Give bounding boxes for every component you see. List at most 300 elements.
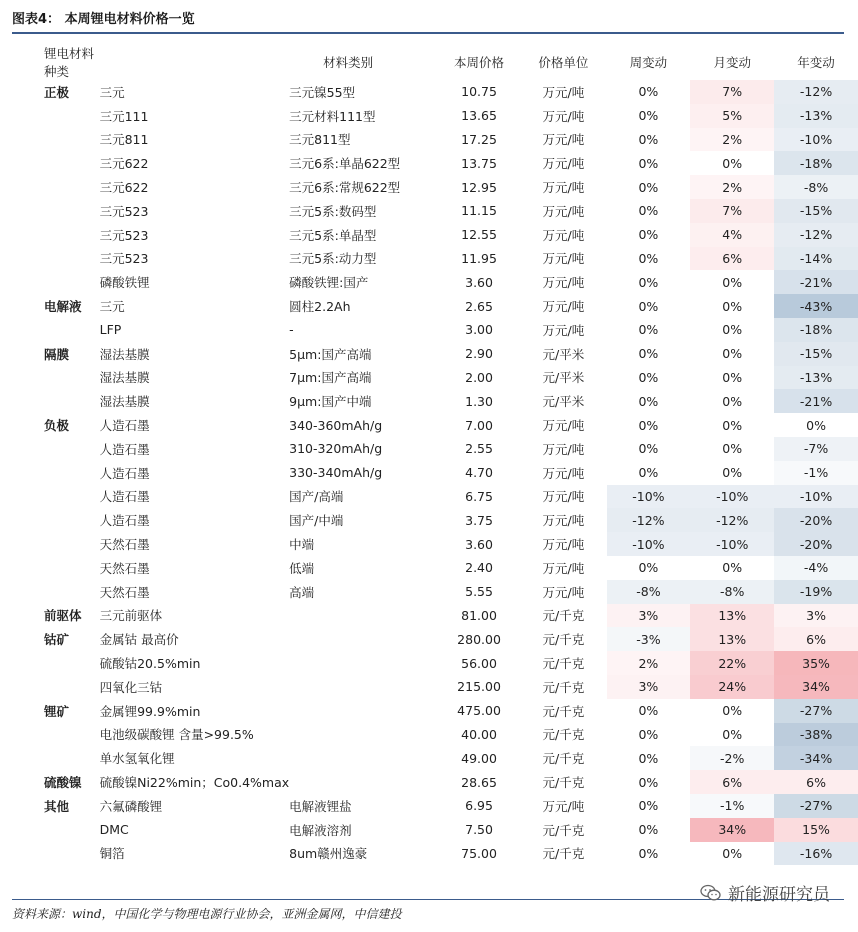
cell-yearly: -1%: [774, 461, 858, 485]
cell-category: [44, 199, 100, 223]
cell-name: 湿法基膜: [99, 370, 150, 386]
cell-unit: 万元/吨: [542, 227, 585, 243]
figure-label: 图表4：: [12, 12, 61, 27]
cell-name: 三元前驱体: [99, 608, 163, 624]
cell-price: 11.15: [461, 203, 497, 219]
table-row: [44, 294, 858, 318]
cell-price: 75.00: [461, 845, 497, 861]
cell-category: [44, 366, 100, 390]
cell-monthly: 0%: [722, 845, 743, 861]
cell-name: 人造石墨: [99, 465, 150, 481]
cell-name: 天然石墨: [99, 560, 150, 576]
col-header-monthly: 月变动: [713, 55, 751, 70]
cell-unit: 万元/吨: [542, 322, 585, 338]
cell-unit: 元/平米: [542, 370, 585, 386]
cell-monthly: 6%: [690, 770, 774, 794]
cell-price: 17.25: [461, 131, 497, 147]
cell-weekly: 0%: [638, 155, 659, 171]
table-row: [44, 175, 858, 199]
cell-price: 3.60: [465, 536, 493, 552]
cell-unit: 万元/吨: [542, 251, 585, 267]
cell-weekly: 0%: [638, 274, 659, 290]
cell-monthly: 2%: [690, 175, 774, 199]
cell-unit: 万元/吨: [542, 418, 585, 434]
cell-yearly: -34%: [774, 746, 858, 770]
cell-type: 340-360mAh/g: [289, 417, 383, 433]
cell-type: 三元6系:单晶622型: [289, 156, 401, 172]
cell-monthly: 2%: [690, 128, 774, 152]
cell-yearly: -14%: [774, 247, 858, 271]
cell-unit: 万元/吨: [542, 584, 585, 600]
cell-category: [44, 128, 100, 152]
cell-name: 电池级碳酸锂 含量>99.5%: [99, 727, 254, 743]
cell-type: 三元材料111型: [289, 108, 376, 124]
cell-name: 三元622: [99, 156, 149, 172]
cell-unit: 万元/吨: [542, 537, 585, 553]
cell-name: LFP: [99, 322, 122, 338]
cell-yearly: -19%: [774, 580, 858, 604]
cell-unit: 元/千克: [542, 727, 585, 743]
cell-price: 7.50: [465, 822, 493, 838]
table-row: [44, 366, 858, 390]
cell-monthly: 34%: [690, 818, 774, 842]
cell-category: [44, 508, 100, 532]
cell-category: [44, 723, 100, 747]
cell-name: 人造石墨: [99, 513, 150, 529]
cell-category: 正极: [44, 84, 70, 100]
cell-weekly: -8%: [607, 580, 691, 604]
table-row: [44, 389, 858, 413]
cell-monthly: 24%: [690, 675, 774, 699]
cell-name: 人造石墨: [99, 418, 150, 434]
cell-name: 三元622: [99, 180, 149, 196]
cell-type: [289, 604, 438, 628]
cell-unit: 万元/吨: [542, 132, 585, 148]
cell-monthly: 0%: [722, 298, 743, 314]
table-row: [44, 223, 858, 247]
cell-monthly: -10%: [690, 485, 774, 509]
cell-unit: 万元/吨: [542, 108, 585, 124]
cell-type: [289, 651, 438, 675]
cell-price: 10.75: [461, 84, 497, 100]
cell-price: 3.00: [465, 322, 493, 338]
price-table: [44, 44, 858, 865]
cell-name: 三元523: [99, 227, 149, 243]
cell-monthly: 0%: [722, 560, 743, 576]
cell-name: 硫酸镍Ni22%min；Co0.4%max: [99, 775, 290, 790]
cell-monthly: -8%: [690, 580, 774, 604]
table-row: [44, 342, 858, 366]
cell-unit: 万元/吨: [542, 560, 585, 576]
table-row: [44, 413, 858, 437]
cell-type: 中端: [289, 537, 315, 553]
cell-monthly: -12%: [690, 508, 774, 532]
cell-unit: 元/千克: [542, 703, 585, 719]
cell-name: 三元: [99, 84, 125, 100]
cell-yearly: -15%: [774, 199, 858, 223]
cell-weekly: 2%: [607, 651, 691, 675]
table-row: [44, 318, 858, 342]
cell-price: 2.00: [465, 369, 493, 385]
cell-type: 9μm:国产中端: [289, 394, 372, 410]
table-row: [44, 151, 858, 175]
cell-yearly: -27%: [774, 699, 858, 723]
cell-unit: 万元/吨: [542, 798, 585, 814]
cell-unit: 元/千克: [542, 656, 585, 672]
source-note: 资料来源：wind，中国化学与物理电源行业协会，亚洲金属网，中信建投: [12, 907, 402, 921]
cell-weekly: -12%: [607, 508, 691, 532]
cell-yearly: -20%: [774, 508, 858, 532]
cell-monthly: 22%: [690, 651, 774, 675]
cell-name: 三元523: [99, 203, 149, 219]
table-row: [44, 437, 858, 461]
cell-weekly: 0%: [638, 798, 659, 814]
watermark-text: 新能源研究员: [728, 885, 830, 905]
cell-yearly: -12%: [774, 80, 858, 104]
table-body: [44, 80, 858, 865]
cell-name: 磷酸铁锂: [99, 275, 150, 291]
cell-unit: 元/千克: [542, 632, 585, 648]
cell-yearly: -18%: [774, 151, 858, 175]
table-row: [44, 794, 858, 818]
cell-category: [44, 247, 100, 271]
cell-monthly: 0%: [722, 441, 743, 457]
table-row: [44, 556, 858, 580]
cell-weekly: 0%: [638, 560, 659, 576]
cell-unit: 万元/吨: [542, 275, 585, 291]
cell-price: 3.75: [465, 512, 493, 528]
cell-name: 硫酸钴20.5%min: [99, 656, 201, 672]
cell-type: 7μm:国产高端: [289, 370, 372, 386]
cell-type: 圆柱2.2Ah: [289, 299, 351, 315]
cell-yearly: 3%: [774, 604, 858, 628]
cell-name: 湿法基膜: [99, 346, 150, 362]
cell-price: 28.65: [461, 774, 497, 790]
cell-name: 人造石墨: [99, 441, 150, 457]
col-header-weekly: 周变动: [629, 55, 668, 70]
col-header-price: 本周价格: [454, 55, 505, 70]
cell-category: [44, 151, 100, 175]
cell-name: 天然石墨: [99, 584, 150, 600]
cell-type: [289, 699, 438, 723]
cell-name: 金属钴 最高价: [99, 632, 179, 648]
cell-weekly: 0%: [638, 131, 659, 147]
cell-type: 三元6系:常规622型: [289, 180, 401, 196]
cell-yearly: -43%: [774, 294, 858, 318]
cell-category: [44, 818, 100, 842]
cell-type: 国产/中端: [289, 513, 344, 529]
cell-monthly: 7%: [690, 80, 774, 104]
cell-monthly: 5%: [690, 104, 774, 128]
table-row: [44, 80, 858, 104]
cell-yearly: -16%: [774, 842, 858, 866]
cell-unit: 元/千克: [542, 751, 585, 767]
cell-yearly: 6%: [774, 770, 858, 794]
cell-type: 三元镍55型: [289, 84, 356, 100]
cell-unit: 元/平米: [542, 346, 585, 362]
cell-monthly: 0%: [722, 369, 743, 385]
cell-category: [44, 651, 100, 675]
cell-name: 金属锂99.9%min: [99, 703, 201, 719]
cell-category: [44, 318, 100, 342]
cell-category: [44, 746, 100, 770]
cell-weekly: 0%: [638, 750, 659, 766]
cell-price: 5.55: [465, 584, 493, 600]
table-row: [44, 675, 858, 699]
table-row: [44, 842, 858, 866]
cell-category: 前驱体: [44, 608, 82, 624]
cell-type: [289, 723, 438, 747]
cell-price: 12.55: [461, 227, 497, 243]
wechat-icon: [700, 884, 722, 902]
cell-unit: 万元/吨: [542, 180, 585, 196]
cell-yearly: -4%: [774, 556, 858, 580]
cell-monthly: 0%: [722, 274, 743, 290]
cell-yearly: -10%: [774, 128, 858, 152]
cell-weekly: 0%: [638, 703, 659, 719]
cell-unit: 万元/吨: [542, 441, 585, 457]
cell-type: -: [289, 322, 294, 338]
cell-weekly: 0%: [638, 346, 659, 362]
table-row: [44, 604, 858, 628]
cell-weekly: -3%: [607, 627, 691, 651]
col-header-yearly: 年变动: [797, 55, 835, 70]
cell-category: 隔膜: [44, 346, 70, 362]
cell-weekly: 0%: [638, 250, 659, 266]
table-row: [44, 746, 858, 770]
cell-unit: 元/平米: [542, 394, 585, 410]
cell-monthly: 7%: [690, 199, 774, 223]
cell-weekly: 3%: [607, 675, 691, 699]
cell-weekly: 0%: [638, 393, 659, 409]
cell-category: [44, 556, 100, 580]
col-header-unit: 价格单位: [538, 55, 589, 70]
cell-weekly: -10%: [607, 532, 691, 556]
cell-category: 电解液: [44, 299, 82, 315]
cell-unit: 元/千克: [542, 846, 585, 862]
cell-name: 三元811: [99, 132, 149, 148]
cell-name: DMC: [99, 822, 129, 838]
cell-monthly: 0%: [722, 346, 743, 362]
cell-weekly: 0%: [638, 822, 659, 838]
cell-category: [44, 223, 100, 247]
cell-weekly: 0%: [638, 227, 659, 243]
table-row: [44, 723, 858, 747]
cell-name: 三元111: [99, 108, 149, 124]
cell-weekly: -10%: [607, 485, 691, 509]
cell-price: 40.00: [461, 726, 497, 742]
cell-price: 13.75: [461, 155, 497, 171]
cell-price: 215.00: [457, 679, 501, 695]
cell-type: 8um赣州逸豪: [289, 846, 368, 862]
cell-yearly: 6%: [774, 627, 858, 651]
cell-unit: 元/千克: [542, 822, 585, 838]
cell-type: 三元5系:动力型: [289, 251, 377, 267]
watermark: [700, 880, 830, 905]
cell-yearly: 15%: [774, 818, 858, 842]
cell-monthly: -10%: [690, 532, 774, 556]
cell-type: 三元5系:数码型: [289, 203, 377, 219]
cell-yearly: -38%: [774, 723, 858, 747]
cell-price: 2.90: [465, 346, 493, 362]
cell-price: 12.95: [461, 179, 497, 195]
cell-price: 3.60: [465, 274, 493, 290]
cell-type: 电解液锂盐: [289, 798, 352, 814]
cell-yearly: -21%: [774, 389, 858, 413]
table-row: [44, 199, 858, 223]
table-row: [44, 651, 858, 675]
cell-category: [44, 580, 100, 604]
cell-category: 硫酸镍: [44, 775, 82, 790]
cell-unit: 万元/吨: [542, 489, 585, 505]
cell-price: 2.40: [465, 560, 493, 576]
cell-price: 1.30: [465, 393, 493, 409]
cell-price: 2.55: [465, 441, 493, 457]
cell-name: 人造石墨: [99, 489, 150, 505]
cell-type: [289, 770, 438, 794]
cell-name: 四氧化三钴: [99, 679, 163, 695]
cell-weekly: 0%: [638, 322, 659, 338]
cell-yearly: -18%: [774, 318, 858, 342]
cell-monthly: 0%: [722, 465, 743, 481]
table-row: [44, 770, 858, 794]
cell-yearly: -12%: [774, 223, 858, 247]
cell-monthly: 0%: [722, 155, 743, 171]
cell-price: 280.00: [457, 631, 501, 647]
cell-monthly: 13%: [690, 627, 774, 651]
table-row: [44, 508, 858, 532]
cell-yearly: -8%: [774, 175, 858, 199]
cell-type: 国产/高端: [289, 489, 344, 505]
cell-name: 三元523: [99, 251, 149, 267]
cell-type: 低端: [289, 560, 315, 576]
cell-name: 单水氢氧化锂: [99, 751, 175, 767]
cell-price: 4.70: [465, 465, 493, 481]
cell-weekly: 0%: [638, 84, 659, 100]
cell-type: [289, 675, 438, 699]
cell-price: 49.00: [461, 750, 497, 766]
cell-type: 高端: [289, 584, 315, 600]
cell-monthly: -1%: [690, 794, 774, 818]
figure-title: [12, 8, 195, 27]
cell-weekly: 0%: [638, 726, 659, 742]
cell-weekly: 0%: [638, 298, 659, 314]
cell-category: [44, 175, 100, 199]
cell-name: 天然石墨: [99, 537, 150, 553]
cell-yearly: -20%: [774, 532, 858, 556]
cell-type: 5μm:国产高端: [289, 346, 372, 362]
table-row: [44, 104, 858, 128]
cell-category: [44, 104, 100, 128]
cell-unit: 万元/吨: [542, 465, 585, 481]
cell-monthly: 0%: [722, 703, 743, 719]
col-header-type: 材料类别: [323, 55, 374, 70]
cell-unit: 元/千克: [542, 775, 585, 790]
cell-price: 11.95: [461, 250, 497, 266]
cell-category: [44, 437, 100, 461]
cell-type: 330-340mAh/g: [289, 465, 383, 481]
cell-monthly: 0%: [722, 393, 743, 409]
table-row: [44, 270, 858, 294]
cell-yearly: 35%: [774, 651, 858, 675]
cell-price: 13.65: [461, 108, 497, 124]
cell-weekly: 0%: [638, 179, 659, 195]
cell-monthly: 6%: [690, 247, 774, 271]
cell-category: [44, 675, 100, 699]
cell-type: 磷酸铁锂:国产: [289, 275, 369, 291]
cell-type: 电解液溶剂: [289, 822, 352, 838]
cell-category: 其他: [44, 798, 70, 814]
cell-yearly: -27%: [774, 794, 858, 818]
cell-price: 2.65: [465, 298, 493, 314]
cell-price: 56.00: [461, 655, 497, 671]
cell-weekly: 3%: [607, 604, 691, 628]
table-row: [44, 532, 858, 556]
cell-yearly: -10%: [774, 485, 858, 509]
cell-weekly: 0%: [638, 203, 659, 219]
col-header-category: 锂电材料种类: [44, 46, 95, 79]
top-rule: [12, 32, 844, 34]
cell-price: 6.75: [465, 488, 493, 504]
cell-yearly: -13%: [774, 104, 858, 128]
cell-yearly: 34%: [774, 675, 858, 699]
table-row: [44, 128, 858, 152]
cell-category: 负极: [44, 418, 70, 434]
cell-unit: 元/千克: [542, 608, 585, 624]
cell-yearly: -15%: [774, 342, 858, 366]
cell-weekly: 0%: [638, 369, 659, 385]
table-row: [44, 485, 858, 509]
table-row: [44, 247, 858, 271]
cell-name: 湿法基膜: [99, 394, 150, 410]
cell-yearly: -21%: [774, 270, 858, 294]
cell-weekly: 0%: [638, 774, 659, 790]
cell-monthly: 0%: [722, 726, 743, 742]
table-row: [44, 699, 858, 723]
cell-price: 475.00: [457, 703, 501, 719]
cell-type: 310-320mAh/g: [289, 441, 383, 457]
cell-name: 铜箔: [99, 846, 125, 862]
cell-unit: 万元/吨: [542, 156, 585, 172]
cell-unit: 元/千克: [542, 679, 585, 695]
cell-unit: 万元/吨: [542, 203, 585, 219]
cell-monthly: -2%: [690, 746, 774, 770]
cell-name: 六氟磷酸锂: [99, 798, 163, 814]
cell-price: 6.95: [465, 798, 493, 814]
cell-unit: 万元/吨: [542, 84, 585, 100]
cell-type: [289, 746, 438, 770]
cell-price: 81.00: [461, 607, 497, 623]
cell-weekly: 0%: [638, 441, 659, 457]
col-header-name: [100, 44, 290, 80]
cell-monthly: 4%: [690, 223, 774, 247]
cell-type: 三元811型: [289, 132, 351, 148]
cell-category: [44, 389, 100, 413]
cell-yearly: -7%: [774, 437, 858, 461]
cell-name: 三元: [99, 299, 125, 315]
cell-category: 钴矿: [44, 632, 70, 648]
cell-category: 锂矿: [44, 703, 70, 719]
cell-category: [44, 461, 100, 485]
cell-weekly: 0%: [638, 417, 659, 433]
cell-category: [44, 485, 100, 509]
table-row: [44, 461, 858, 485]
table-row: [44, 818, 858, 842]
cell-unit: 万元/吨: [542, 299, 585, 315]
cell-weekly: 0%: [638, 108, 659, 124]
cell-weekly: 0%: [638, 465, 659, 481]
table-header-row: [44, 44, 858, 80]
